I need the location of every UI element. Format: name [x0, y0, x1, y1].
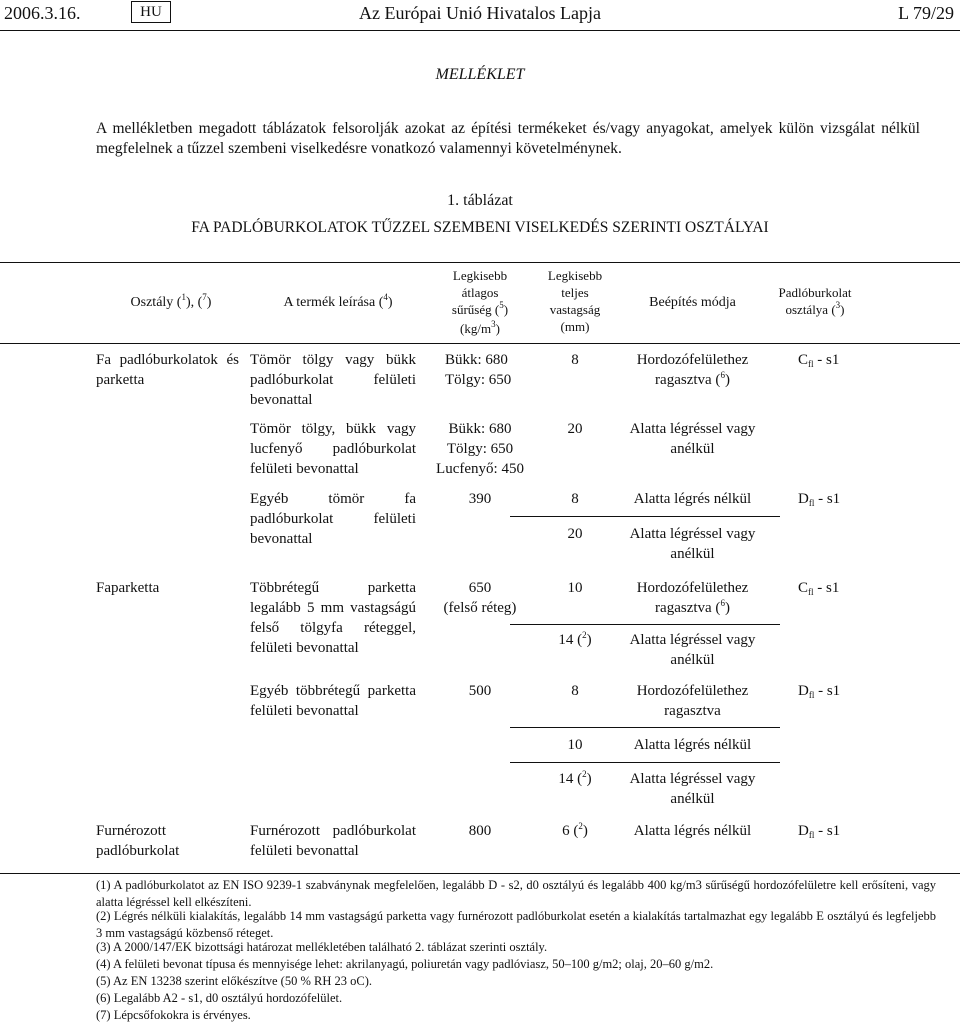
table-header-rule [0, 343, 960, 344]
table-label [0, 192, 960, 210]
row1-density-beech: Bükk: 680 [445, 352, 508, 368]
thick-line-3: vastagság [549, 302, 601, 317]
footnote-1: (1) A padlóburkolatot az EN ISO 9239-1 szabványnak megfelelően, legalább D - s2, d0 osztályú és legalább 400 kg/m3 sűrűségű hordozófelületre kell erősíteni, vagy alatta légréssel kell elkészíteni. [96, 878, 936, 909]
row2-density-spruce: Lucfenyő: 450 [436, 461, 524, 477]
row5-class: $D_{fl} - s1$ [798, 683, 841, 700]
row4-separator [510, 624, 780, 625]
footnote-4: (4) A felületi bevonat típusa és mennyisége lehet: akrilanyagú, poliuretán vagy padlóviasz, 50–100 g/m2; olaj, 20–60 g/m2. [96, 957, 714, 971]
density-line-2: átlagos [461, 285, 499, 300]
row4-description: Többrétegű parketta legalább 5 mm vastagságú felső tölgyfa réteggel, felületi bevonattal [250, 580, 416, 656]
row1-description: Tömör tölgy vagy bükk padlóburkolat felületi bevonattal [250, 352, 416, 408]
row3-density: 390 [468, 491, 492, 507]
thick-line-1: Legkisebb [547, 268, 603, 283]
row3b-thickness: 20 [567, 526, 583, 542]
col-header-desc [248, 294, 428, 312]
row6-density: 800 [468, 823, 492, 839]
product-group-solid-wood: Fa padlóburkolatok és parketta [96, 352, 239, 388]
row4-density-note: (felső réteg) [443, 600, 517, 616]
product-group-veneer: Furnérozott padlóburkolat [96, 823, 180, 859]
col-header-density [430, 267, 530, 339]
row2-mounting: Alatta légréssel vagy anélkül [629, 421, 756, 457]
row4b-mounting: Alatta légréssel vagy anélkül [629, 632, 756, 668]
table-title: FA PADLÓBURKOLATOK TŰZZEL SZEMBENI VISELKEDÉS SZERINTI OSZTÁLYAI [191, 219, 769, 236]
row1-density-oak: Tölgy: 650 [445, 372, 512, 388]
row5b-thickness: 10 [567, 737, 583, 753]
thick-line-4: (mm) [560, 319, 590, 334]
col-header-mounting: Beépítés módja [649, 295, 736, 310]
table-label-text: 1. táblázat [447, 192, 513, 209]
row6-description: Furnérozott padlóburkolat felületi bevonattal [250, 823, 416, 859]
density-line-4: $(kg/m^3)$ [460, 319, 500, 336]
row3b-mounting: Alatta légréssel vagy anélkül [629, 526, 756, 562]
header-date: 2006.3.16. [4, 3, 81, 23]
row5c-mounting: Alatta légréssel vagy anélkül [629, 771, 756, 807]
row4a-mounting: Hordozófelülethez ragasztva ($^6$) [636, 580, 749, 616]
footnote-6: (6) Legalább A2 - s1, d0 osztályú hordozófelület. [96, 991, 343, 1005]
row5b-mounting: Alatta légrés nélkül [633, 737, 752, 753]
footnote-7: (7) Lépcsőfokokra is érvényes. [96, 1008, 251, 1022]
row5-separator-1 [510, 727, 780, 728]
row5a-thickness: 8 [571, 683, 579, 699]
row5-description: Egyéb többrétegű parketta felületi bevonattal [250, 683, 416, 719]
row3a-mounting: Alatta légrés nélkül [633, 491, 752, 507]
row2-thickness: 20 [567, 421, 583, 437]
row2-density-beech: Bükk: 680 [448, 421, 512, 437]
row5-separator-2 [510, 762, 780, 763]
row5a-mounting: Hordozófelülethez ragasztva [636, 683, 749, 719]
col-header-desc-text: A termék leírása ($^4$) [283, 292, 393, 310]
col-header-class-text: Osztály ($^1$), ($^7$) [130, 292, 212, 310]
row2-density [425, 419, 535, 479]
row1-mounting: Hordozófelülethez ragasztva ($^6$) [636, 352, 749, 388]
row4-density [430, 578, 530, 618]
col-header-class [96, 294, 246, 312]
row1-thickness: 8 [571, 352, 579, 368]
footnote-2: (2) Légrés nélküli kialakítás, legalább 14 mm vastagságú parketta vagy furnérozott padlóburkolat esetén a kialakítás tartalmazhat egy legalább E osztályú és legfeljebb 3 mm vastagságú közbenső réteget. [96, 909, 936, 940]
row2-description: Tömör tölgy, bükk vagy lucfenyő padlóburkolat felületi bevonattal [250, 421, 416, 477]
page-number: L 79/29 [898, 3, 954, 23]
thick-line-2: teljes [561, 285, 589, 300]
footnote-3: (3) A 2000/147/EK bizottsági határozat mellékletében található 2. táblázat szerinti osztály. [96, 940, 548, 954]
row3-separator [510, 516, 780, 517]
header-rule [0, 30, 960, 31]
row1-class: $C_{fl} - s1$ [798, 352, 840, 369]
language-badge: HU [131, 1, 171, 23]
journal-title: Az Európai Unió Hivatalos Lapja [359, 3, 601, 23]
row5c-thickness: 14 ($^2$) [558, 769, 592, 787]
col-header-floor-class [770, 284, 860, 320]
col-header-thickness [535, 267, 615, 335]
product-group-parquet: Faparketta [96, 580, 160, 596]
density-line-1: Legkisebb [452, 268, 508, 283]
table-bottom-rule [0, 873, 960, 874]
row1-density [445, 350, 511, 390]
row6-class: $D_{fl} - s1$ [798, 823, 841, 840]
annex-title: MELLÉKLET [435, 66, 525, 83]
row4a-thickness: 10 [567, 580, 583, 596]
intro-paragraph: A mellékletben megadott táblázatok felsorolják azokat az építési termékeket és/vagy anyagokat, amelyek külön vizsgálat nélkül megfelelnek a tűzzel szembeni viselkedésre vonatkozó valamennyi követelménynek. [96, 120, 920, 157]
floor-class-line-2: osztálya ($^3$) [785, 300, 845, 317]
footnote-5: (5) Az EN 13238 szerint előkészítve (50 % RH 23 oC). [96, 974, 372, 988]
density-line-3: sűrűség ($^5$) [451, 300, 509, 317]
row4-density-value: 650 [468, 580, 492, 596]
row6-mounting: Alatta légrés nélkül [633, 823, 752, 839]
row3a-thickness: 8 [571, 491, 579, 507]
row5-density: 500 [468, 683, 492, 699]
row4b-thickness: 14 ($^2$) [558, 630, 592, 648]
row3-description: Egyéb tömör fa padlóburkolat felületi bevonattal [250, 491, 416, 547]
row3-class: $D_{fl} - s1$ [798, 491, 841, 508]
row2-density-oak: Tölgy: 650 [446, 441, 514, 457]
row4-class: $C_{fl} - s1$ [798, 580, 840, 597]
row6-thickness: 6 ($^2$) [562, 821, 588, 839]
table-top-rule [0, 262, 960, 263]
floor-class-line-1: Padlóburkolat [778, 285, 852, 300]
